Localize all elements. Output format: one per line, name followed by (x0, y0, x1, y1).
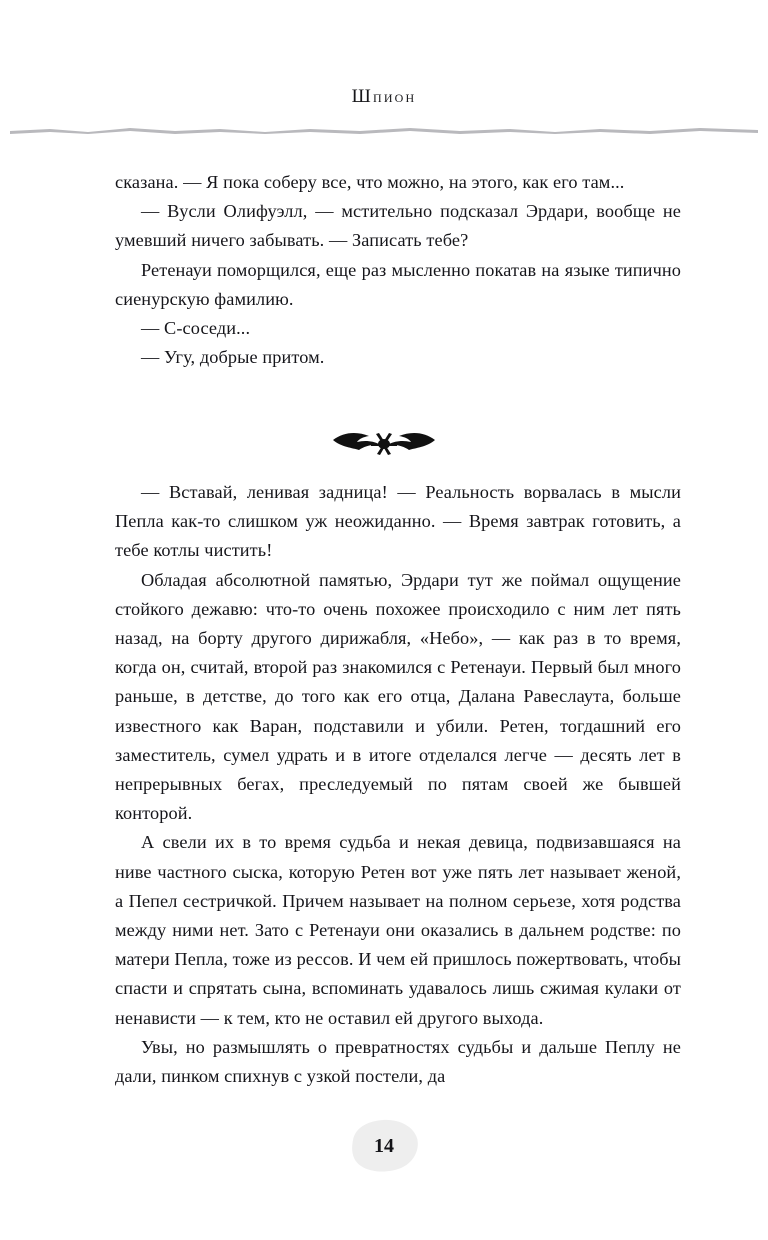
paragraph: Увы, но размышлять о превратностях судьбы и дальше Пеплу не дали, пинком спихнув с узкой постели, да (115, 1036, 681, 1087)
paragraph: — Вусли Олифуэлл, — мстительно подсказал Эрдари, вообще не умевший ничего забывать. — Записать тебе? (115, 201, 681, 251)
header-divider (10, 122, 758, 132)
paragraph: сказана. — Я пока соберу все, что можно, на этого, как его там... (115, 172, 625, 192)
crossed-daggers-ornament (0, 424, 768, 469)
folio-badge (347, 1118, 421, 1174)
page-folio (0, 1118, 768, 1179)
paragraph: — Вставай, ленивая задница! — Реальность ворвалась в мысли Пепла как-то слишком уж неожиданно. — Время завтрак готовить, а тебе котлы чистить! (115, 482, 681, 561)
running-head-title: Шпион (351, 86, 417, 107)
page-number: 14 (374, 1134, 394, 1157)
paragraph: А свели их в то время судьба и некая девица, подвизавшаяся на ниве частного сыска, которую Ретен вот уже пять лет называет женой, а Пепел сестричкой. Причем называет на полном серьезе, хотя родства между ними нет. Зато с Ретенауи они оказались в дальнем родстве: по матери Пепла, тоже из рессов. И чем ей пришлось пожертвовать, чтобы спасти и спрятать сына, вспоминать удавалось лишь сжимая кулаки от ненависти — к тем, кто не оставил ей другого выхода. (115, 832, 681, 1028)
running-head (0, 86, 768, 108)
paragraph: Обладая абсолютной памятью, Эрдари тут же поймал ощущение стойкого дежавю: что-то очень похожее происходило с ним лет пять назад, на борту другого дирижабля, «Небо», — как раз в то время, когда он, считай, второй раз знакомился с Ретенауи. Первый был много раньше, в детстве, до того как его отца, Далана Равеслаута, больше известного как Варан, подставили и убили. Ретен, тогдашний его заместитель, сумел удрать и в итоге отделался легче — десять лет в непрерывных бегах, преследуемый по пятам своей же бывшей конторой. (115, 569, 681, 824)
paragraph: Ретенауи поморщился, еще раз мысленно покатав на языке типично сиенурскую фамилию. (115, 259, 681, 309)
paragraph: — Угу, добрые притом. (141, 347, 325, 368)
paragraph: — С-соседи... (141, 318, 251, 339)
text-block-one (115, 168, 681, 372)
text-block-two (115, 478, 681, 1091)
